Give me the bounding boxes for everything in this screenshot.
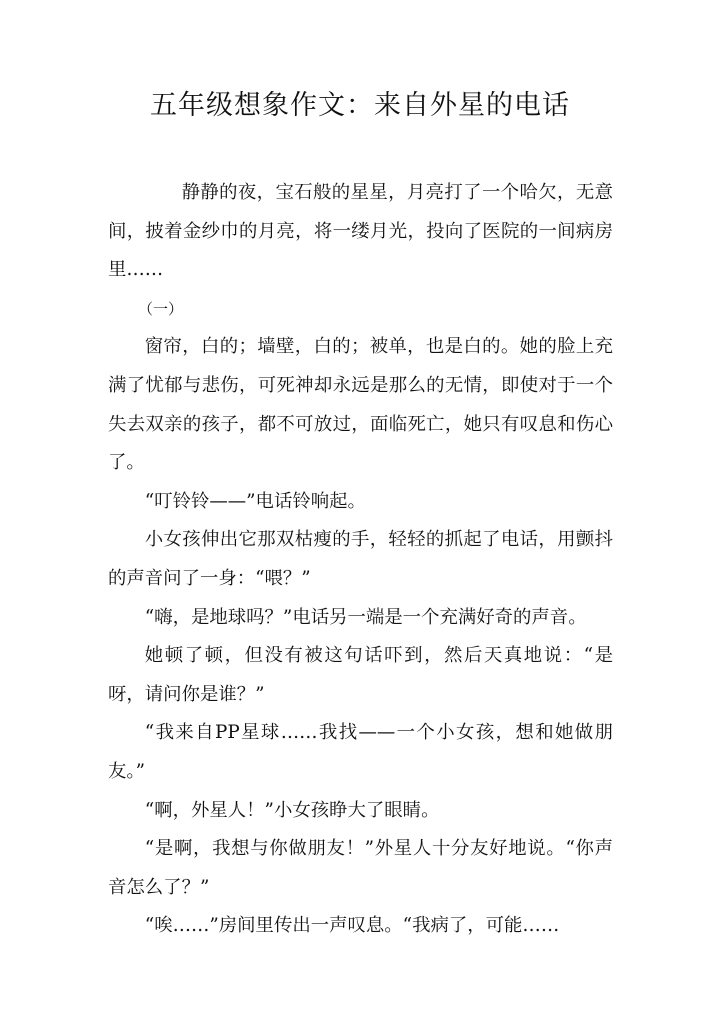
paragraph: “啊，外星人！”小女孩睁大了眼睛。 bbox=[144, 799, 440, 821]
paragraph: 小女孩伸出它那双枯瘦的手，轻轻的抓起了电话，用颤抖的声音问了一身：“喂？” bbox=[108, 529, 613, 589]
paragraph: 窗帘，白的；墙壁，白的；被单，也是白的。她的脸上充满了忧郁与悲伤，可死神却永远是那么的无情，即使对于一个失去双亲的孩子，都不可放过，面临死亡，她只有叹息和伤心了。 bbox=[108, 336, 613, 474]
document-body bbox=[108, 174, 613, 946]
section-heading: （一） bbox=[138, 299, 184, 318]
paragraph: “是啊，我想与你做朋友！”外星人十分友好地说。“你声音怎么了？” bbox=[108, 838, 613, 898]
paragraph: “唉……”房间里传出一声叹息。“我病了，可能…… bbox=[144, 915, 560, 937]
paragraph: 她顿了顿，但没有被这句话吓到，然后天真地说：“是呀，请问你是谁？” bbox=[108, 645, 613, 705]
paragraph: “嗨，是地球吗？”电话另一端是一个充满好奇的声音。 bbox=[144, 606, 587, 628]
paragraph: “我来自PP星球……我找——一个小女孩，想和她做朋友。” bbox=[108, 722, 613, 782]
paragraph-opening: 静静的夜，宝石般的星星，月亮打了一个哈欠，无意间，披着金纱巾的月亮，将一缕月光，投向了医院的一间病房里…… bbox=[108, 182, 613, 281]
paragraph: “叮铃铃——”电话铃响起。 bbox=[144, 490, 366, 512]
document-title: 五年级想象作文：来自外星的电话 bbox=[150, 90, 570, 121]
